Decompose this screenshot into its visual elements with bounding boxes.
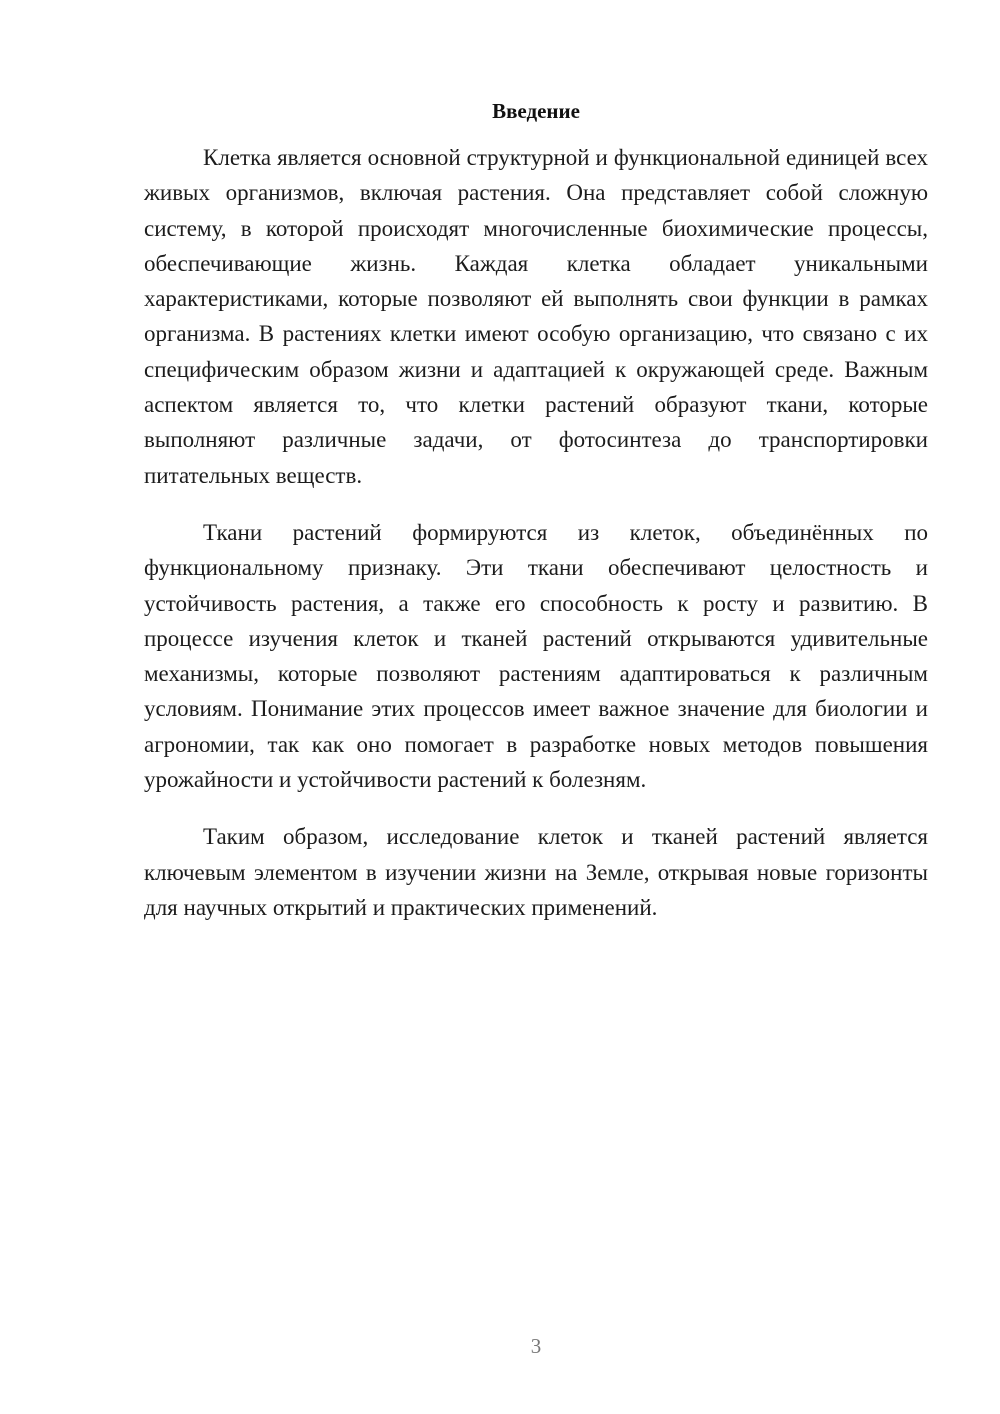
page-content <box>144 96 928 947</box>
paragraph-1: Клетка является основной структурной и функциональной единицей всех живых организмов, включая растения. Она представляет собой сложную систему, в которой происходят многочисленные биохимические процессы, обеспечивающие жизнь. Каждая клетка обладает уникальными характеристиками, которые позволяют ей выполнять свои функции в рамках организма. В растениях клетки имеют особую организацию, что связано с их специфическим образом жизни и адаптацией к окружающей среде. Важным аспектом является то, что клетки растений образуют ткани, которые выполняют различные задачи, от фотосинтеза до транспортировки питательных веществ. <box>144 145 928 488</box>
section-heading: Введение <box>492 99 580 123</box>
page-number: 3 <box>530 1334 542 1358</box>
paragraph-3: Таким образом, исследование клеток и тканей растений является ключевым элементом в изучении жизни на Земле, открывая новые горизонты для научных открытий и практических применений. <box>144 824 928 920</box>
paragraph-2: Ткани растений формируются из клеток, объединённых по функциональному признаку. Эти ткани обеспечивают целостность и устойчивость растения, а также его способность к росту и развитию. В процессе изучения клеток и тканей растений открываются удивительные механизмы, которые позволяют растениям адаптироваться к различным условиям. Понимание этих процессов имеет важное значение для биологии и агрономии, так как оно помогает в разработке новых методов повышения урожайности и устойчивости растений к болезням. <box>144 519 928 793</box>
